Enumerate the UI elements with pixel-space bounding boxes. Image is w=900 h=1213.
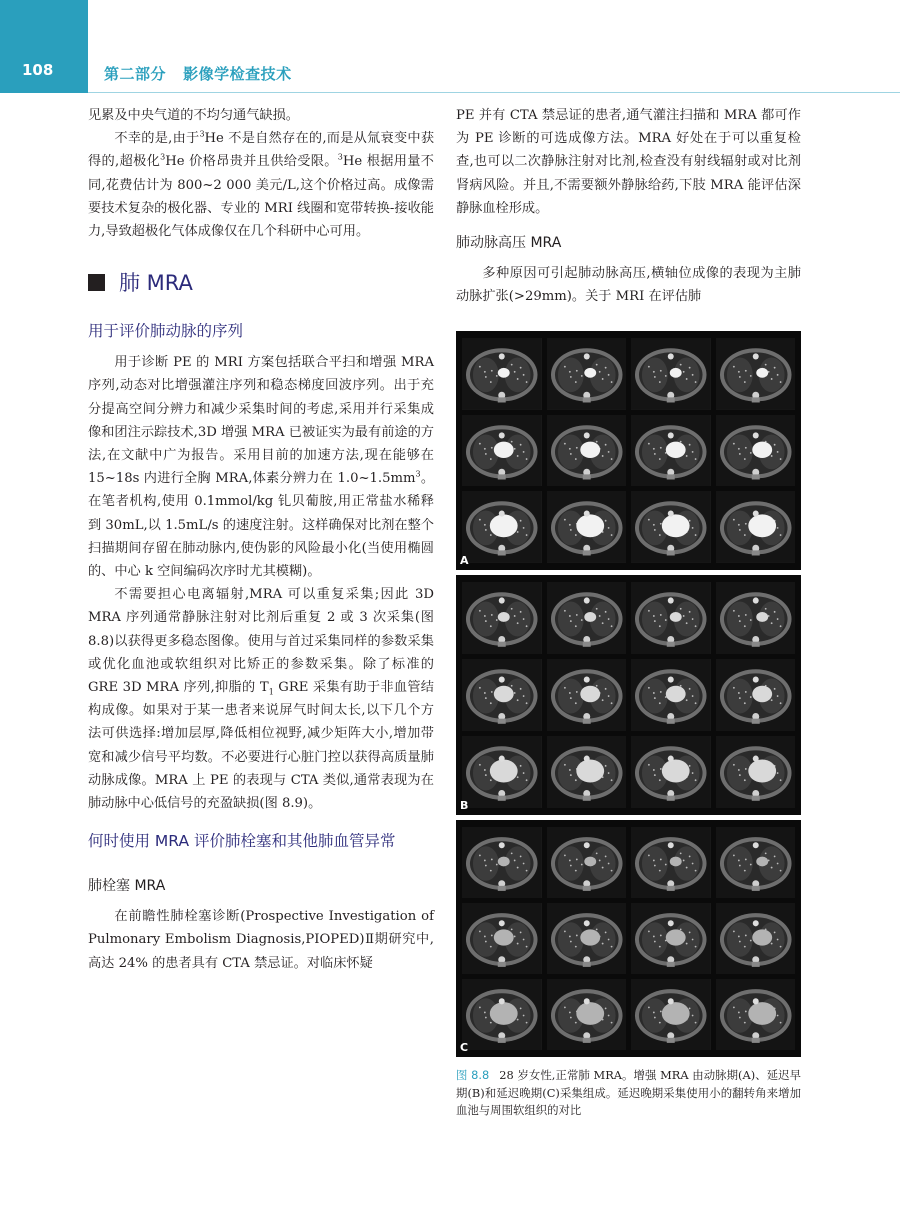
mri-panel-b bbox=[456, 575, 801, 815]
mri-slice-image bbox=[716, 415, 796, 487]
mri-slice-image bbox=[547, 338, 627, 410]
mri-slice-image bbox=[631, 415, 711, 487]
mri-slice-image bbox=[462, 979, 542, 1050]
paragraph: 在前瞻性肺栓塞诊断(Prospective Investigation of Pulmonary Embolism Diagnosis,PIOPED)Ⅱ期研究中,高达 24% 的患者具有 CTA 禁忌证。对临床怀疑 bbox=[88, 909, 434, 971]
mri-slice-image bbox=[631, 582, 711, 654]
mri-slice-image bbox=[631, 659, 711, 731]
figure-8-8 bbox=[456, 331, 801, 1120]
mri-slice-image bbox=[547, 582, 627, 654]
mri-slice-image bbox=[547, 415, 627, 487]
mri-slice-image bbox=[547, 979, 627, 1050]
mri-slice-image bbox=[462, 415, 542, 487]
caption-label: 图 8.8 bbox=[456, 1068, 490, 1082]
subsection-heading: 用于评价肺动脉的序列 bbox=[88, 322, 244, 341]
panel-label: A bbox=[460, 554, 469, 567]
mri-slice-image bbox=[716, 659, 796, 731]
panel-label: B bbox=[460, 799, 469, 812]
caption-text: 28 岁女性,正常肺 MRA。增强 MRA 由动脉期(A)、延迟早期(B)和延迟晚期(C)采集组成。延迟晚期采集使用小的翻转角来增加血池与周围软组织的对比 bbox=[456, 1068, 801, 1117]
mri-panel-c bbox=[456, 820, 801, 1057]
subsection-heading: 何时使用 MRA 评价肺栓塞和其他肺血管异常 bbox=[88, 832, 396, 851]
right-column bbox=[456, 104, 801, 308]
mri-slice-image bbox=[547, 736, 627, 808]
mri-slice-image bbox=[462, 338, 542, 410]
mri-slice-image bbox=[462, 582, 542, 654]
mri-slice-image bbox=[716, 736, 796, 808]
mri-slice-image bbox=[462, 903, 542, 974]
mri-slice-image bbox=[631, 903, 711, 974]
mri-slice-image bbox=[631, 979, 711, 1050]
page-number: 108 bbox=[0, 0, 88, 93]
mri-slice-image bbox=[631, 491, 711, 563]
mri-slice-image bbox=[547, 659, 627, 731]
mri-slice-image bbox=[716, 582, 796, 654]
subsubsection-heading: 肺动脉高压 MRA bbox=[456, 235, 562, 252]
mri-slice-image bbox=[631, 736, 711, 808]
mri-slice-image bbox=[547, 903, 627, 974]
square-bullet-icon bbox=[88, 274, 105, 291]
mri-slice-image bbox=[631, 338, 711, 410]
mri-slice-image bbox=[547, 491, 627, 563]
left-column bbox=[88, 104, 434, 975]
paragraph: 多种原因可引起肺动脉高压,横轴位成像的表现为主肺动脉扩张(>29mm)。关于 MRI 在评估肺 bbox=[456, 266, 801, 305]
subsubsection-heading: 肺栓塞 MRA bbox=[88, 878, 166, 895]
paragraph: 用于诊断 PE 的 MRI 方案包括联合平扫和增强 MRA 序列,动态对比增强灌注序列和稳态梯度回波序列。出于充分提高空间分辨力和减少采集时间的考虑,采用并行采集成像和团注示踪技术,3D 增强 MRA 已被证实为最有前途的方法,在文献中广为报告。采用目前的加速方法,现在能够在 15~18s 内进行全胸 MRA,体素分辨力在 $1.0\sim 1.5mm^3$。在笔者机构,使用 0.1mmol/kg 钆贝葡胺,用正常盐水稀释到 30mL,以 1.5mL/s 的速度注射。这样确保对比剂在整个扫描期间存留在肺动脉内,使伪影的风险最小化(当使用椭圆的、中心 k 空间编码次序时尤其模糊)。 bbox=[88, 355, 435, 580]
mri-panel-a bbox=[456, 331, 801, 570]
mri-slice-image bbox=[716, 903, 796, 974]
mri-slice-image bbox=[462, 491, 542, 563]
mri-slice-image bbox=[716, 338, 796, 410]
paragraph: PE 并有 CTA 禁忌证的患者,通气灌注扫描和 MRA 都可作为 PE 诊断的可选成像方法。MRA 好处在于可以重复检查,也可以二次静脉注射对比剂,检查没有射线辐射或对比剂肾病风险。并且,不需要额外静脉给药,下肢 MRA 能评估深静脉血栓形成。 bbox=[456, 108, 801, 216]
mri-slice-image bbox=[716, 491, 796, 563]
paragraph: 见累及中央气道的不均匀通气缺损。 bbox=[88, 108, 299, 123]
mri-slice-image bbox=[716, 979, 796, 1050]
mri-slice-image bbox=[462, 736, 542, 808]
mri-slice-image bbox=[462, 659, 542, 731]
mri-slice-image bbox=[716, 827, 796, 898]
mri-slice-image bbox=[547, 827, 627, 898]
header-divider bbox=[88, 92, 900, 93]
mri-slice-image bbox=[631, 827, 711, 898]
section-heading: 肺 MRA bbox=[88, 267, 434, 297]
paragraph: 不幸的是,由于$^3$He 不是自然存在的,而是从氚衰变中获得的,超极化$^3$He 价格昂贵并且供给受限。$^3$He 根据用量不同,花费估计为 800~2 000 美元/L,这个价格过高。成像需要技术复杂的极化器、专业的 MRI 线圈和宽带转换-接收能力,导致超极化气体成像仅在几个科研中心可用。 bbox=[88, 129, 435, 240]
running-head: 第二部分 影像学检查技术 bbox=[104, 65, 292, 83]
figure-caption bbox=[456, 1067, 801, 1120]
panel-label: C bbox=[460, 1041, 469, 1054]
mri-slice-image bbox=[462, 827, 542, 898]
paragraph: 不需要担心电离辐射,MRA 可以重复采集;因此 3D MRA 序列通常静脉注射对比剂后重复 2 或 3 次采集(图 8.8)以获得更多稳态图像。使用与首过采集同样的参数采集或优化血池或软组织对比矫正的参数采集。除了标准的 GRE 3D MRA 序列,抑脂的 $T_1$ GRE 采集有助于非血管结构成像。如果对于某一患者来说屏气时间太长,以下几个方法可供选择:增加层厚,降低相位视野,减少矩阵大小,增加带宽和减少信号平均数。不必要进行心脏门控以获得高质量肺动脉成像。MRA 上 PE 的表现与 CTA 类似,通常表现为在肺动脉中心低信号的充盈缺损(图 8.9)。 bbox=[88, 587, 434, 812]
